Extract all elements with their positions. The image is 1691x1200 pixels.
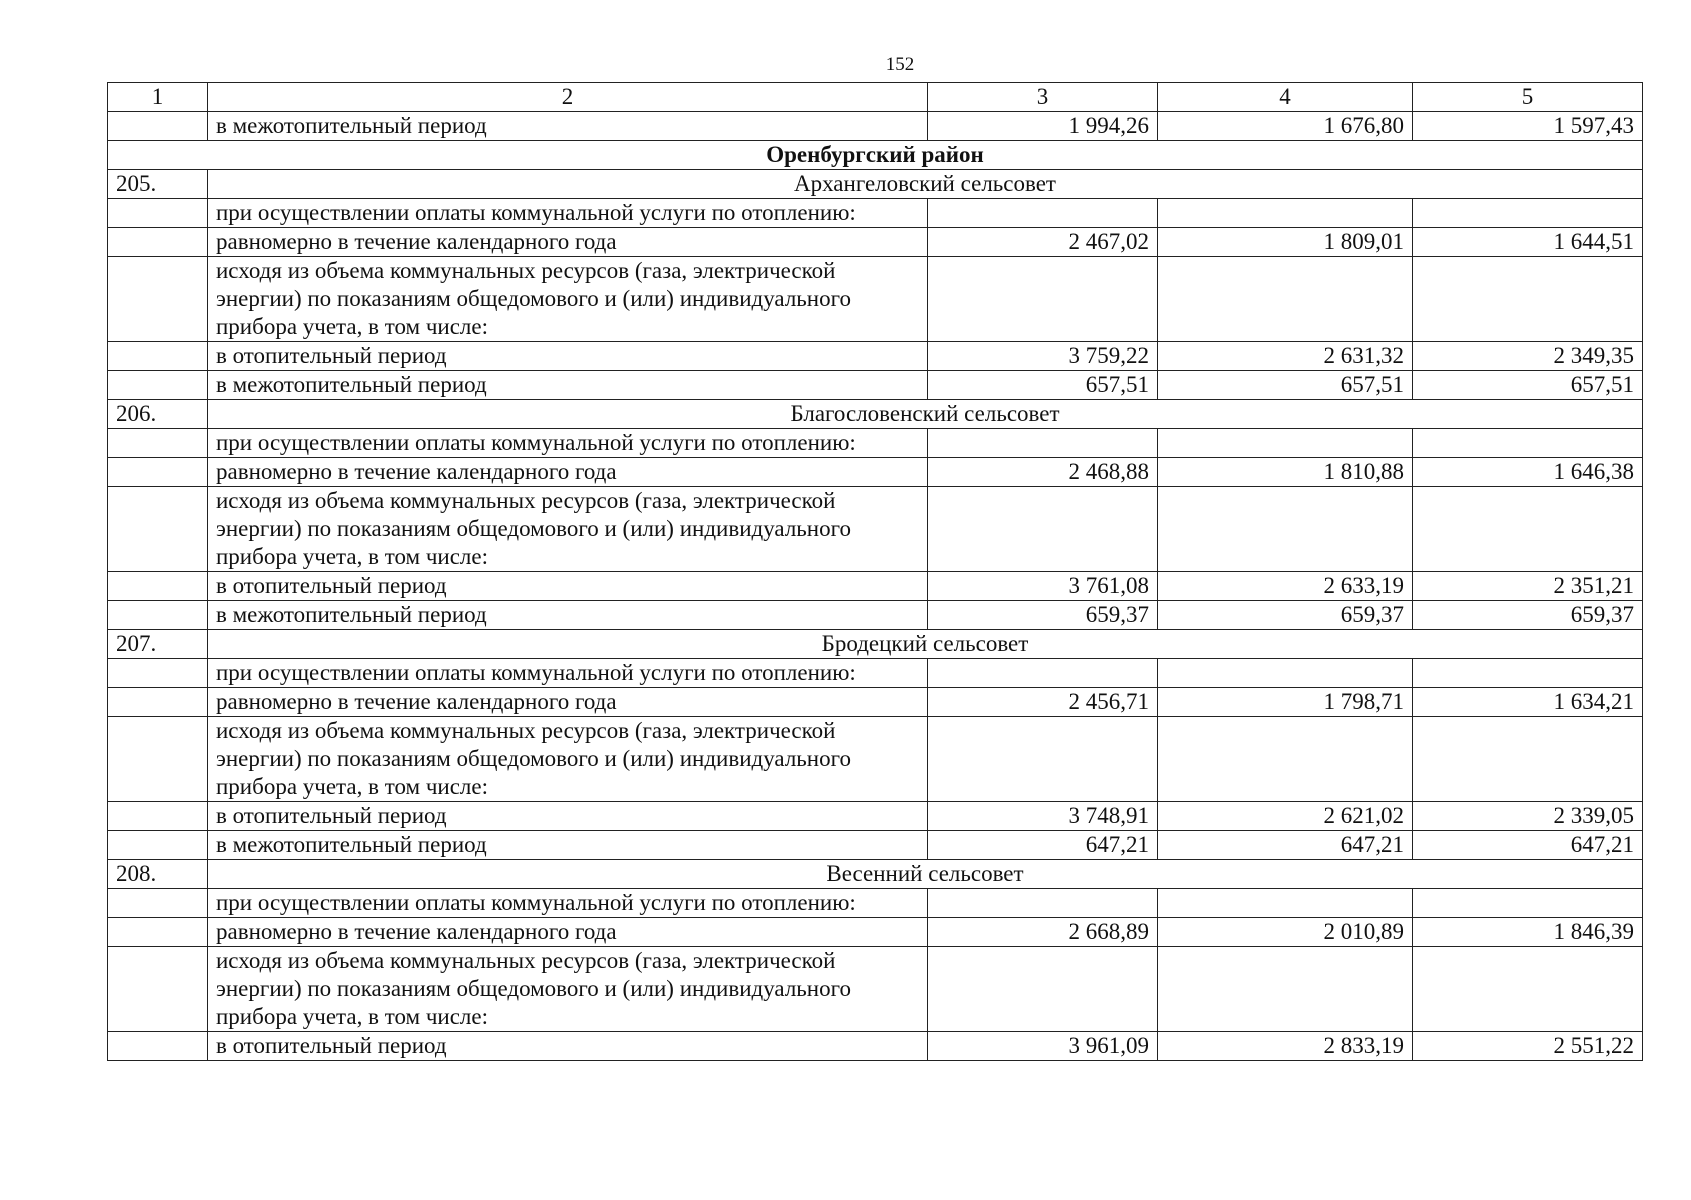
row-label: равномерно в течение календарного года bbox=[208, 228, 928, 257]
value-col-4: 647,21 bbox=[1158, 831, 1413, 860]
row-number-cell bbox=[108, 458, 208, 487]
row-number-cell bbox=[108, 659, 208, 688]
row-number-cell bbox=[108, 228, 208, 257]
value-col-3: 1 994,26 bbox=[928, 112, 1158, 141]
value-col-3 bbox=[928, 199, 1158, 228]
value-col-5 bbox=[1413, 889, 1643, 918]
value-col-5 bbox=[1413, 487, 1643, 572]
row-number-cell bbox=[108, 601, 208, 630]
table-body bbox=[108, 83, 1643, 1061]
row-label: исходя из объема коммунальных ресурсов (газа, электрической энергии) по показаниям общедомового и (или) индивидуального прибора учета, в том числе: bbox=[208, 257, 928, 342]
section-name: Благословенский сельсовет bbox=[208, 400, 1643, 429]
row-number-cell bbox=[108, 371, 208, 400]
row-label: в отопительный период bbox=[208, 1032, 928, 1061]
value-col-3 bbox=[928, 429, 1158, 458]
tariff-table bbox=[107, 82, 1643, 1061]
value-col-4: 2 633,19 bbox=[1158, 572, 1413, 601]
row-label: при осуществлении оплаты коммунальной услуги по отоплению: bbox=[208, 659, 928, 688]
table-row bbox=[108, 228, 1643, 257]
page-number: 152 bbox=[885, 54, 915, 75]
value-col-4 bbox=[1158, 717, 1413, 802]
value-col-5 bbox=[1413, 257, 1643, 342]
section-name: Весенний сельсовет bbox=[208, 860, 1643, 889]
section-name: Архангеловский сельсовет bbox=[208, 170, 1643, 199]
value-col-4 bbox=[1158, 199, 1413, 228]
row-label: в межотопительный период bbox=[208, 371, 928, 400]
value-col-3 bbox=[928, 947, 1158, 1032]
row-number-cell bbox=[108, 831, 208, 860]
table-row bbox=[108, 947, 1643, 1032]
row-label: исходя из объема коммунальных ресурсов (газа, электрической энергии) по показаниям общедомового и (или) индивидуального прибора учета, в том числе: bbox=[208, 717, 928, 802]
value-col-4: 1 798,71 bbox=[1158, 688, 1413, 717]
section-name: Бродецкий сельсовет bbox=[208, 630, 1643, 659]
header-cell-4: 4 bbox=[1158, 83, 1413, 112]
section-title-row bbox=[108, 400, 1643, 429]
row-label: исходя из объема коммунальных ресурсов (газа, электрической энергии) по показаниям общедомового и (или) индивидуального прибора учета, в том числе: bbox=[208, 947, 928, 1032]
row-number-cell bbox=[108, 1032, 208, 1061]
value-col-4: 657,51 bbox=[1158, 371, 1413, 400]
row-number-cell bbox=[108, 688, 208, 717]
district-title: Оренбургский район bbox=[108, 141, 1643, 170]
district-row bbox=[108, 141, 1643, 170]
value-col-5 bbox=[1413, 429, 1643, 458]
row-label: в отопительный период bbox=[208, 802, 928, 831]
value-col-5: 1 597,43 bbox=[1413, 112, 1643, 141]
value-col-3: 3 761,08 bbox=[928, 572, 1158, 601]
table-row bbox=[108, 889, 1643, 918]
row-label: равномерно в течение календарного года bbox=[208, 688, 928, 717]
value-col-4: 2 631,32 bbox=[1158, 342, 1413, 371]
value-col-5 bbox=[1413, 199, 1643, 228]
table-row bbox=[108, 458, 1643, 487]
value-col-3 bbox=[928, 487, 1158, 572]
value-col-5: 1 846,39 bbox=[1413, 918, 1643, 947]
table-row bbox=[108, 601, 1643, 630]
header-cell-2: 2 bbox=[208, 83, 928, 112]
row-number-cell bbox=[108, 717, 208, 802]
row-label: равномерно в течение календарного года bbox=[208, 918, 928, 947]
value-col-4 bbox=[1158, 487, 1413, 572]
section-title-row bbox=[108, 630, 1643, 659]
table-row bbox=[108, 688, 1643, 717]
value-col-3: 659,37 bbox=[928, 601, 1158, 630]
value-col-3: 2 468,88 bbox=[928, 458, 1158, 487]
row-label: в отопительный период bbox=[208, 342, 928, 371]
value-col-4 bbox=[1158, 429, 1413, 458]
section-number: 206. bbox=[108, 400, 208, 429]
value-col-5 bbox=[1413, 659, 1643, 688]
row-number-cell bbox=[108, 889, 208, 918]
row-label: в отопительный период bbox=[208, 572, 928, 601]
table-row bbox=[108, 802, 1643, 831]
value-col-4: 1 809,01 bbox=[1158, 228, 1413, 257]
value-col-5: 2 551,22 bbox=[1413, 1032, 1643, 1061]
value-col-3 bbox=[928, 257, 1158, 342]
value-col-3 bbox=[928, 717, 1158, 802]
value-col-5: 2 351,21 bbox=[1413, 572, 1643, 601]
value-col-4: 2 833,19 bbox=[1158, 1032, 1413, 1061]
table-row bbox=[108, 572, 1643, 601]
section-number: 205. bbox=[108, 170, 208, 199]
value-col-3: 2 456,71 bbox=[928, 688, 1158, 717]
value-col-4: 2 010,89 bbox=[1158, 918, 1413, 947]
value-col-4 bbox=[1158, 659, 1413, 688]
table-row bbox=[108, 342, 1643, 371]
value-col-5: 2 339,05 bbox=[1413, 802, 1643, 831]
row-number-cell bbox=[108, 572, 208, 601]
section-title-row bbox=[108, 170, 1643, 199]
table-row bbox=[108, 199, 1643, 228]
value-col-3: 3 759,22 bbox=[928, 342, 1158, 371]
value-col-5: 2 349,35 bbox=[1413, 342, 1643, 371]
row-label: равномерно в течение календарного года bbox=[208, 458, 928, 487]
table-row bbox=[108, 717, 1643, 802]
row-number-cell bbox=[108, 112, 208, 141]
value-col-3: 647,21 bbox=[928, 831, 1158, 860]
value-col-5 bbox=[1413, 717, 1643, 802]
value-col-4: 1 810,88 bbox=[1158, 458, 1413, 487]
row-number-cell bbox=[108, 947, 208, 1032]
row-label: в межотопительный период bbox=[208, 831, 928, 860]
value-col-3: 3 961,09 bbox=[928, 1032, 1158, 1061]
value-col-3 bbox=[928, 889, 1158, 918]
value-col-4: 2 621,02 bbox=[1158, 802, 1413, 831]
value-col-5: 657,51 bbox=[1413, 371, 1643, 400]
table-row bbox=[108, 659, 1643, 688]
value-col-5: 1 634,21 bbox=[1413, 688, 1643, 717]
value-col-3: 3 748,91 bbox=[928, 802, 1158, 831]
row-number-cell bbox=[108, 199, 208, 228]
table-row bbox=[108, 257, 1643, 342]
section-number: 208. bbox=[108, 860, 208, 889]
value-col-3: 2 668,89 bbox=[928, 918, 1158, 947]
header-row bbox=[108, 83, 1643, 112]
value-col-5 bbox=[1413, 947, 1643, 1032]
header-cell-3: 3 bbox=[928, 83, 1158, 112]
value-col-3: 2 467,02 bbox=[928, 228, 1158, 257]
row-label: исходя из объема коммунальных ресурсов (газа, электрической энергии) по показаниям общедомового и (или) индивидуального прибора учета, в том числе: bbox=[208, 487, 928, 572]
table-row bbox=[108, 371, 1643, 400]
section-number: 207. bbox=[108, 630, 208, 659]
value-col-3 bbox=[928, 659, 1158, 688]
row-number-cell bbox=[108, 429, 208, 458]
row-label: при осуществлении оплаты коммунальной услуги по отоплению: bbox=[208, 889, 928, 918]
value-col-4 bbox=[1158, 889, 1413, 918]
table-row bbox=[108, 1032, 1643, 1061]
value-col-4 bbox=[1158, 257, 1413, 342]
row-number-cell bbox=[108, 918, 208, 947]
row-number-cell bbox=[108, 802, 208, 831]
row-number-cell bbox=[108, 342, 208, 371]
table-row bbox=[108, 487, 1643, 572]
row-label: в межотопительный период bbox=[208, 112, 928, 141]
value-col-3: 657,51 bbox=[928, 371, 1158, 400]
table-row bbox=[108, 918, 1643, 947]
value-col-4: 659,37 bbox=[1158, 601, 1413, 630]
row-label: при осуществлении оплаты коммунальной услуги по отоплению: bbox=[208, 429, 928, 458]
value-col-5: 659,37 bbox=[1413, 601, 1643, 630]
section-title-row bbox=[108, 860, 1643, 889]
value-col-4: 1 676,80 bbox=[1158, 112, 1413, 141]
header-cell-1: 1 bbox=[108, 83, 208, 112]
row-label: в межотопительный период bbox=[208, 601, 928, 630]
value-col-5: 1 646,38 bbox=[1413, 458, 1643, 487]
row-label: при осуществлении оплаты коммунальной услуги по отоплению: bbox=[208, 199, 928, 228]
value-col-4 bbox=[1158, 947, 1413, 1032]
row-number-cell bbox=[108, 487, 208, 572]
value-col-5: 1 644,51 bbox=[1413, 228, 1643, 257]
row-number-cell bbox=[108, 257, 208, 342]
header-cell-5: 5 bbox=[1413, 83, 1643, 112]
table-row bbox=[108, 429, 1643, 458]
value-col-5: 647,21 bbox=[1413, 831, 1643, 860]
table-row bbox=[108, 112, 1643, 141]
table-row bbox=[108, 831, 1643, 860]
